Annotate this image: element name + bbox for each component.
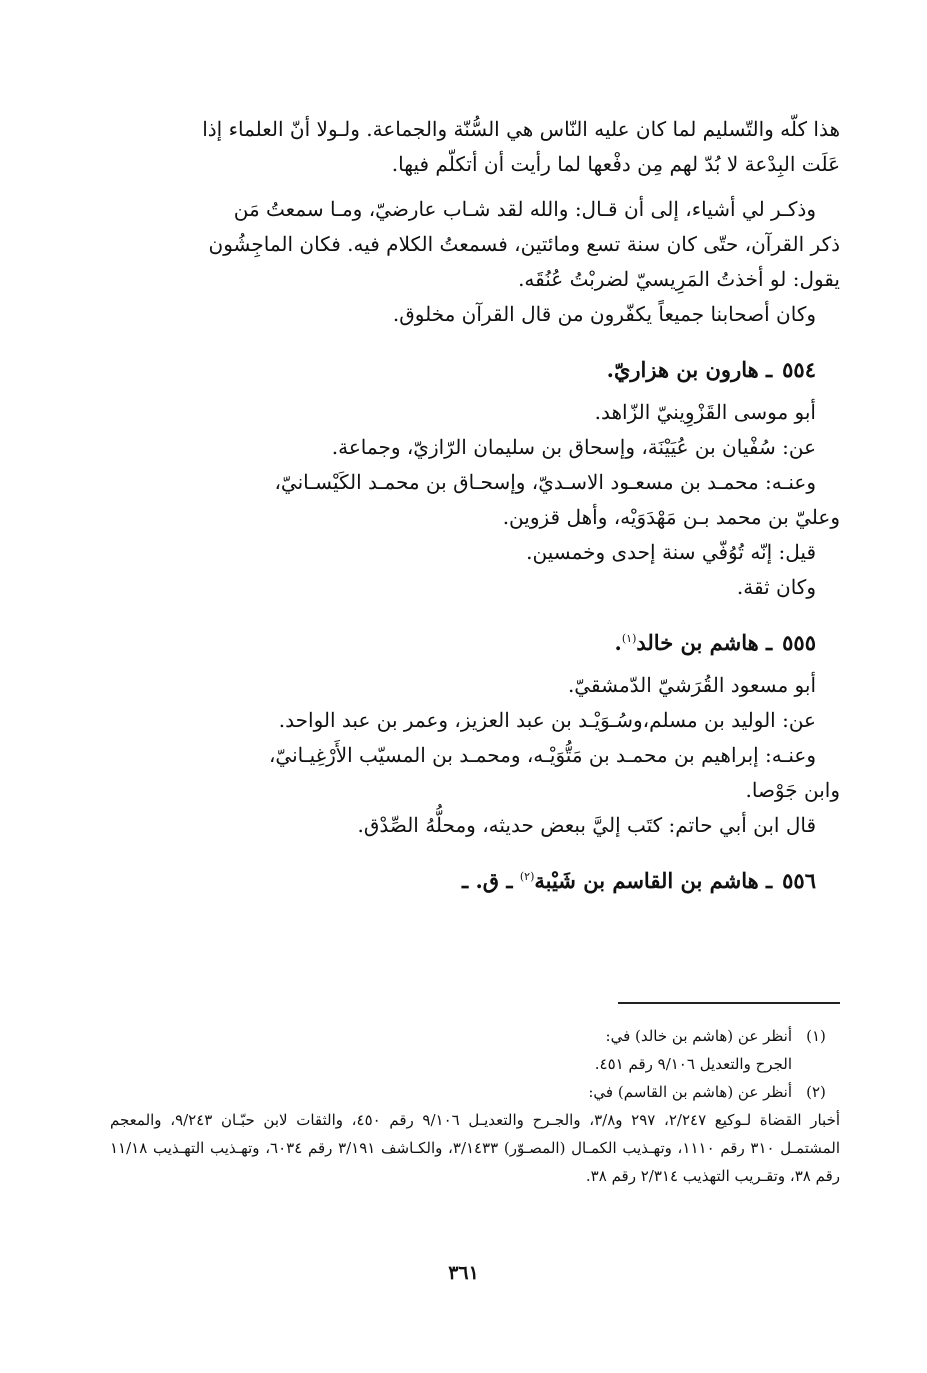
text-line: قيل: إنّه تُوُفّي سنة إحدى وخمسين. (526, 540, 816, 564)
text-line: هذا كلّه والتّسليم لما كان عليه النّاس هي السُّنّة والجماعة. ولـولا أنّ العلماء إذا (202, 117, 840, 141)
entry-name: هاشم بن خالد (636, 630, 759, 655)
footnote-divider (618, 1002, 840, 1004)
text-line: أبو موسى القَزْوِينيّ الزّاهد. (594, 400, 816, 424)
main-text (110, 112, 840, 906)
footnote-1 (110, 1022, 840, 1078)
text-line: عن: سُفْيان بن عُيَيْنَة، وإسحاق بن سليمان الرّازيّ، وجماعة. (331, 435, 816, 459)
text-line: ذكر القرآن، حتّى كان سنة تسع ومائتين، فسمعتُ الكلام فيه. فكان الماجِشُون (208, 232, 840, 256)
paragraph-2 (110, 192, 840, 297)
entry-end: . (614, 630, 622, 655)
text-line: وعليّ بن محمد بـن مَهْدَوَيْه، وأهل قزوين. (502, 505, 840, 529)
text-line: يقول: لو أخذتُ المَرِيسيّ لضربْتُ عُنُقَه. (518, 267, 840, 291)
entry-end: ـ ق. ـ (462, 868, 513, 893)
text-line: وذكـر لي أشياء، إلى أن قـال: والله لقد شـاب عارضيّ، ومـا سمعتُ مَن (233, 197, 816, 221)
page-number: ٣٦١ (448, 1262, 479, 1284)
footnote-line: أنظر عن (هاشم بن خالد) في: (605, 1027, 792, 1045)
entry-name: هارون بن هزاريّ. (606, 357, 759, 382)
text-line: وكان أصحابنا جميعاً يكفّرون من قال القرآن مخلوق. (392, 302, 816, 326)
paragraph-3 (110, 297, 840, 332)
entry-dash: ـ (766, 357, 773, 382)
text-line: وعنـه: محمـد بن مسعـود الاسـديّ، وإسحـاق بن محمـد الكَيْسـانيّ، (274, 470, 816, 494)
paragraph-1 (110, 112, 840, 182)
text-line: عن: الوليد بن مسلم،وسُـوَيْـد بن عبد العزيز، وعمر بن عبد الواحد. (278, 708, 816, 732)
footnote-number: (٢) (806, 1083, 826, 1101)
entry-heading-554 (110, 352, 840, 387)
footnote-number: (١) (806, 1027, 826, 1045)
footnote-2 (110, 1078, 840, 1106)
footnote-ref[interactable]: (١) (621, 632, 637, 645)
entry-number: ٥٥٤ (782, 357, 816, 382)
text-line: أبو مسعود القُرَشيّ الدّمشقيّ. (567, 673, 816, 697)
footnote-line: الجرح والتعديل ٩/١٠٦ رقم ٤٥١. (594, 1055, 792, 1073)
entry-heading-556 (110, 863, 840, 898)
text-line: وعنـه: إبراهيم بن محمـد بن مَتُّوَيْـه، ومحمـد بن المسيّب الأَرْغِيـانيّ، (268, 743, 816, 767)
footnotes (110, 1022, 840, 1190)
text-line: عَلَت البِدْعة لا بُدّ لهم مِن دفْعها لما رأيت أن أتكلّم فيها. (391, 152, 840, 176)
entry-number: ٥٥٦ (782, 868, 816, 893)
footnote-body: أخبار القضاة لـوكيع ٢/٢٤٧، ٢٩٧ و٣/٨، والجـرح والتعديـل ٩/١٠٦ رقم ٤٥٠، والثقات لابن حبّـان ٩/٢٤٣، والمعجم المشتمـل ٣١٠ رقم ١١١٠، وتهـذيب الكمـال (المصـوّر) ٣/١٤٣٣، والكـاشف ٣/١٩١ رقم ٦٠٣٤، وتهـذيب التهـذيب ١١/١٨ رقم ٣٨، وتقـريب التهذيب ٢/٣١٤ رقم ٣٨. (110, 1111, 841, 1185)
entry-body-555 (110, 668, 840, 843)
text-line: قال ابن أبي حاتم: كتَب إليَّ ببعض حديثه، ومحلُّهُ الصِّدْق. (357, 813, 816, 837)
text-line: وكان ثقة. (736, 575, 816, 599)
entry-body-554 (110, 395, 840, 605)
entry-name: هاشم بن القاسم بن شَيْبة (534, 868, 759, 893)
entry-heading-555 (110, 625, 840, 660)
entry-number: ٥٥٥ (782, 630, 816, 655)
entry-dash: ـ (766, 868, 773, 893)
footnote-line: أنظر عن (هاشم بن القاسم) في: (588, 1083, 792, 1101)
text-line: وابن جَوْصا. (745, 778, 840, 802)
footnote-ref[interactable]: (٢) (519, 870, 535, 883)
entry-dash: ـ (766, 630, 773, 655)
